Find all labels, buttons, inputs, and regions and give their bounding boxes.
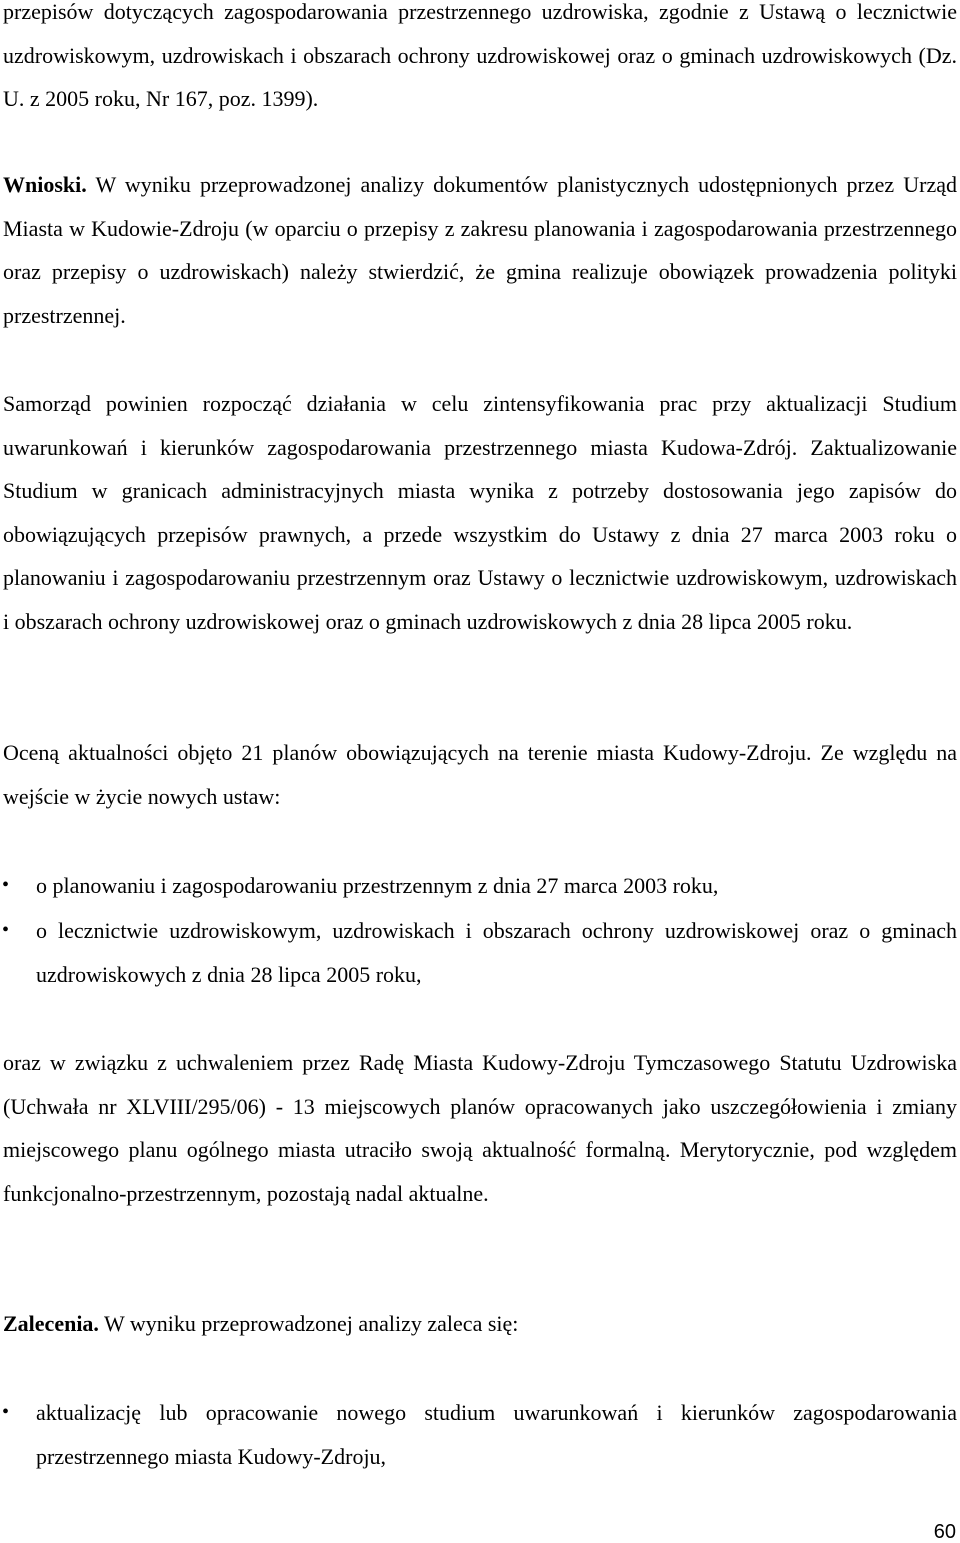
paragraph-continuation: przepisów dotyczących zagospodarowania przestrzennego uzdrowiska, zgodnie z Ustawą o lecznictwie uzdrowiskowym, uzdrowiskach i obszarach ochrony uzdrowiskowej oraz o gminach uzdrowiskowych (Dz. U. z 2005 roku, Nr 167, poz. 1399). xyxy=(3,0,957,112)
paragraph-study-update: Samorząd powinien rozpocząć działania w celu zintensyfikowania prac przy aktualizacji Studium uwarunkowań i kierunków zagospodarowania przestrzennego miasta Kudowa-Zdrój. Zaktualizowanie Studium w granicach administracyjnych miasta wynika z potrzeby dostosowania jego zapisów do obowiązujących przepisów prawnych, a przede wszystkim do Ustawy z dnia 27 marca 2003 roku o planowaniu i zagospodarowaniu przestrzennym oraz Ustawy o lecznictwie uzdrowiskowym, uzdrowiskach i obszarach ochrony uzdrowiskowej oraz o gminach uzdrowiskowych z dnia 28 lipca 2005 roku. xyxy=(3,391,957,634)
recommendations-heading: Zalecenia. xyxy=(3,1311,99,1336)
paragraph-assessment: Oceną aktualności objęto 21 planów obowiązujących na terenie miasta Kudowy-Zdroju. Ze względu na wejście w życie nowych ustaw: xyxy=(3,740,957,809)
paragraph-recommendations xyxy=(3,1302,957,1346)
page-number: 60 xyxy=(933,1521,956,1543)
bullet-icon: • xyxy=(2,1401,10,1423)
bullet-icon: • xyxy=(2,919,10,941)
paragraph-conclusions xyxy=(3,163,957,337)
list-item: o planowaniu i zagospodarowaniu przestrzennym z dnia 27 marca 2003 roku, xyxy=(36,873,719,898)
recommendations-text: W wyniku przeprowadzonej analizy zaleca się: xyxy=(98,1311,519,1336)
paragraph-statute: oraz w związku z uchwaleniem przez Radę Miasta Kudowy-Zdroju Tymczasowego Statutu Uzdrowiska (Uchwała nr XLVIII/295/06) - 13 miejscowych planów opracowanych jako uszczegółowienia i zmiany miejscowego planu ogólnego miasta utraciło swoją aktualność formalną. Merytorycznie, pod względem funkcjonalno-przestrzennym, pozostają nadal aktualne. xyxy=(3,1050,957,1206)
list-item: o lecznictwie uzdrowiskowym, uzdrowiskach i obszarach ochrony uzdrowiskowej oraz o gminach uzdrowiskowych z dnia 28 lipca 2005 roku, xyxy=(36,918,957,987)
conclusions-heading: Wnioski. xyxy=(3,172,87,197)
list-item: aktualizację lub opracowanie nowego studium uwarunkowań i kierunków zagospodarowania przestrzennego miasta Kudowy-Zdroju, xyxy=(36,1400,957,1469)
bullet-icon: • xyxy=(2,874,10,896)
conclusions-text: W wyniku przeprowadzonej analizy dokumentów planistycznych udostępnionych przez Urząd Miasta w Kudowie-Zdroju (w oparciu o przepisy z zakresu planowania i zagospodarowania przestrzennego oraz przepisy o uzdrowiskach) należy stwierdzić, że gmina realizuje obowiązek prowadzenia polityki przestrzennej. xyxy=(3,172,957,328)
